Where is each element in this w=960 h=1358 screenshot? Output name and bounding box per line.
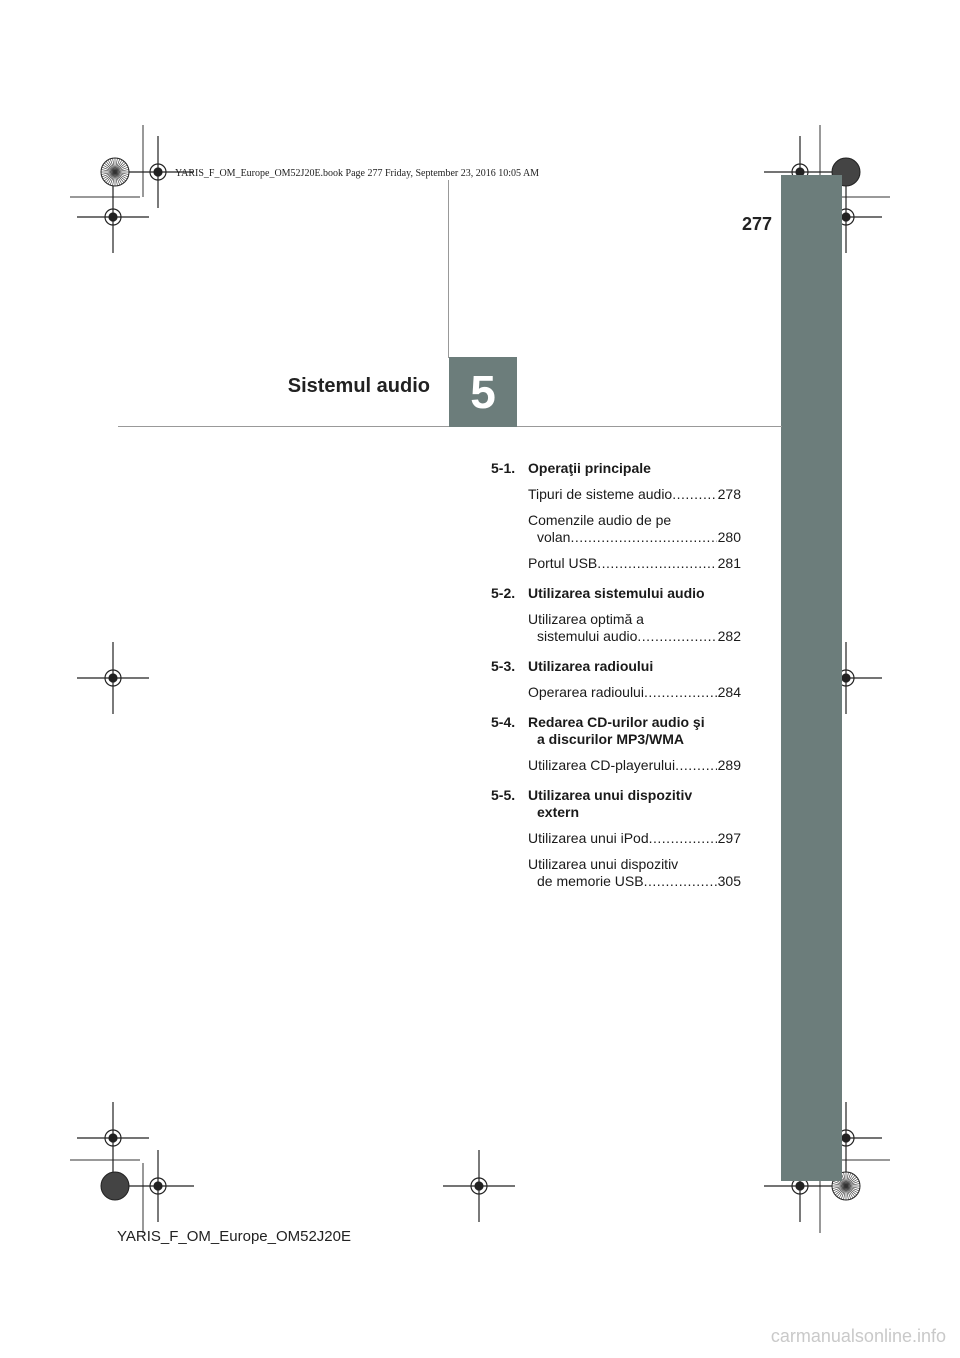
toc-entry[interactable] bbox=[491, 512, 741, 546]
chapter-number-box: 5 bbox=[449, 357, 517, 427]
toc-section-title bbox=[528, 460, 741, 477]
toc-section-title-line: Operaţii principale bbox=[528, 460, 651, 476]
toc-entry[interactable] bbox=[491, 757, 741, 774]
toc-section-heading bbox=[491, 787, 741, 821]
toc-section-number: 5-1. bbox=[491, 460, 516, 476]
print-header-note: YARIS_F_OM_Europe_OM52J20E.book Page 277 Friday, September 23, 2016 10:05 AM bbox=[175, 168, 540, 179]
toc-dot-leader bbox=[644, 873, 717, 890]
toc-entry[interactable] bbox=[491, 856, 741, 890]
registration-crosshair-icon bbox=[77, 181, 149, 253]
toc-entry[interactable] bbox=[491, 486, 741, 503]
toc-section bbox=[491, 714, 741, 774]
toc-entry[interactable] bbox=[491, 555, 741, 572]
registration-crosshair-icon bbox=[443, 1150, 515, 1222]
chapter-title: Sistemul audio bbox=[287, 375, 430, 397]
footer-document-code: YARIS_F_OM_Europe_OM52J20E bbox=[117, 1228, 352, 1245]
toc-entry-page: 278 bbox=[717, 486, 741, 502]
toc-section-title bbox=[528, 585, 741, 602]
toc-section-number: 5-5. bbox=[491, 787, 516, 803]
toc-dot-leader bbox=[597, 555, 716, 572]
toc-section-title-line: Utilizarea sistemului audio bbox=[528, 585, 705, 601]
toc-entry-title-line: Utilizarea optimă a bbox=[528, 611, 644, 627]
toc-dot-leader bbox=[570, 529, 716, 546]
toc-section bbox=[491, 585, 741, 645]
toc-section-number: 5-2. bbox=[491, 585, 516, 601]
toc-entry-title-line: Comenzile audio de pe bbox=[528, 512, 672, 528]
toc-entry-title: sistemului audio bbox=[537, 628, 638, 644]
toc-section-heading bbox=[491, 658, 741, 675]
toc-entry-page: 305 bbox=[717, 873, 741, 889]
toc-entry-title: Portul USB bbox=[528, 555, 598, 571]
chapter-side-tab bbox=[781, 175, 842, 1181]
toc-section-heading bbox=[491, 585, 741, 602]
toc-section bbox=[491, 658, 741, 701]
toc-section-heading bbox=[491, 714, 741, 748]
toc-dot-leader bbox=[672, 486, 716, 503]
toc-section-title-line: Utilizarea radioului bbox=[528, 658, 654, 674]
toc-dot-leader bbox=[644, 684, 717, 701]
toc-entry-page: 289 bbox=[717, 757, 741, 773]
page-number: 277 bbox=[741, 214, 772, 234]
watermark: carmanualsonline.info bbox=[770, 1326, 946, 1346]
registration-crosshair-icon bbox=[122, 1150, 194, 1222]
toc-section-title bbox=[528, 658, 741, 675]
toc-entry[interactable] bbox=[491, 611, 741, 645]
toc-section bbox=[491, 787, 741, 890]
toc-section-number: 5-4. bbox=[491, 714, 516, 730]
toc-entry-page: 297 bbox=[717, 830, 741, 846]
toc-section bbox=[491, 460, 741, 572]
toc-section-title-continuation: extern bbox=[537, 804, 580, 820]
header-divider-vertical bbox=[448, 180, 449, 358]
toc-entry-title: Operarea radioului bbox=[528, 684, 644, 700]
toc-section-title bbox=[528, 714, 741, 748]
toc-entry-title: de memorie USB bbox=[537, 873, 644, 889]
toc-dot-leader bbox=[637, 628, 716, 645]
toc-entry-title-line: Utilizarea unui dispozitiv bbox=[528, 856, 679, 872]
registration-crosshair-icon bbox=[77, 1102, 149, 1174]
toc-entry-title: Utilizarea CD-playerului bbox=[528, 757, 676, 773]
toc-entry[interactable] bbox=[491, 684, 741, 701]
toc-entry-title: Utilizarea unui iPod bbox=[528, 830, 649, 846]
registration-star-target-icon bbox=[101, 158, 129, 186]
toc-entry-page: 281 bbox=[717, 555, 741, 571]
toc-entry[interactable] bbox=[491, 830, 741, 847]
toc-section-heading bbox=[491, 460, 741, 477]
toc-entry-title: Tipuri de sisteme audio bbox=[528, 486, 673, 502]
toc-dot-leader bbox=[649, 830, 717, 847]
toc-section-title bbox=[528, 787, 741, 821]
toc-dot-leader bbox=[675, 757, 717, 774]
toc-entry-page: 282 bbox=[717, 628, 741, 644]
toc-section-title-continuation: a discurilor MP3/WMA bbox=[537, 731, 685, 747]
registration-star-target-icon bbox=[101, 1172, 129, 1200]
toc-entry-title: volan bbox=[537, 529, 571, 545]
toc-section-number: 5-3. bbox=[491, 658, 516, 674]
toc-section-title-line: Redarea CD-urilor audio şi bbox=[528, 714, 705, 730]
toc-entry-page: 284 bbox=[717, 684, 741, 700]
toc-section-title-line: Utilizarea unui dispozitiv bbox=[528, 787, 693, 803]
table-of-contents bbox=[491, 460, 741, 890]
registration-crosshair-icon bbox=[77, 642, 149, 714]
toc-entry-page: 280 bbox=[717, 529, 741, 545]
